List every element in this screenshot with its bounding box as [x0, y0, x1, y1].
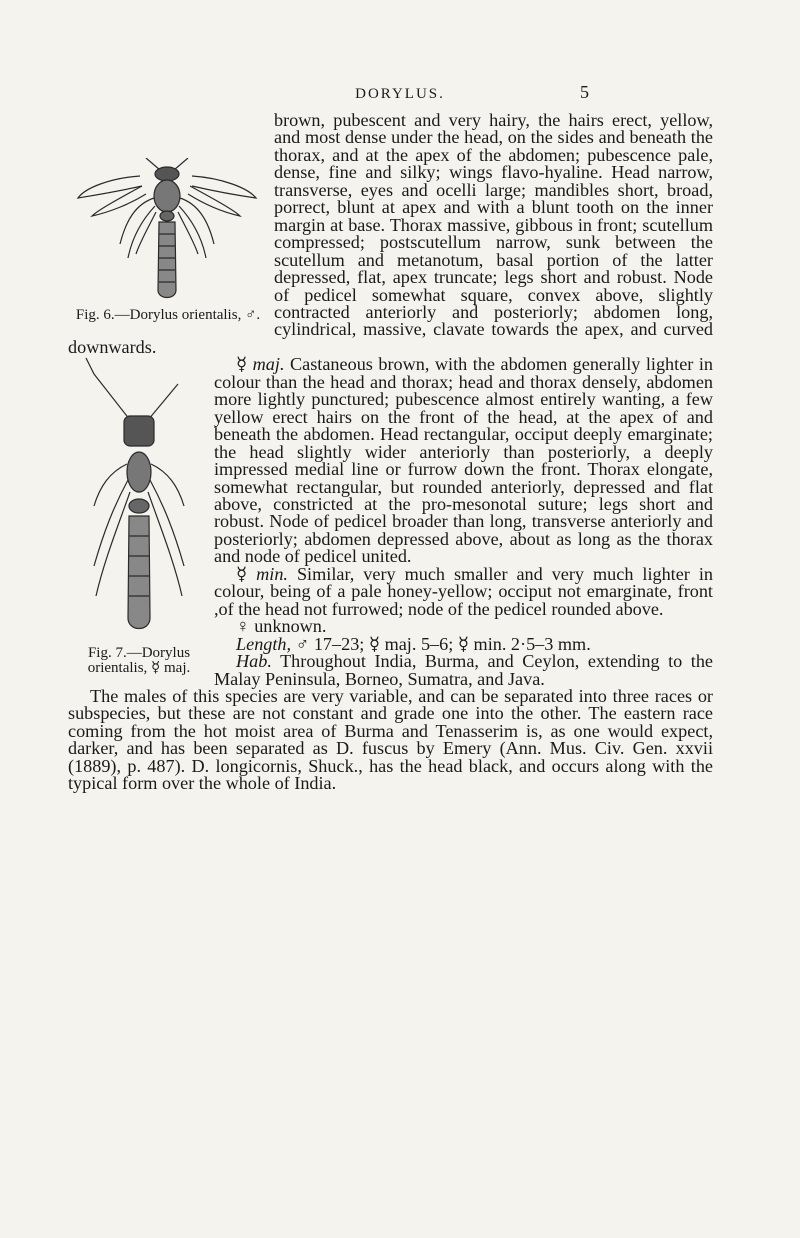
minor-worker-text: Similar, very much smaller and very much lighter in colour, being of a pale honey-yellow; occiput not emarginate, front ,of the head not furrowed; node of the pedicel rounded above.	[214, 563, 713, 619]
paragraph-male-description: brown, pubescent and very hairy, the hairs erect, yellow, and most dense under the head, on the sides and beneath the thorax, and at the apex of the abdomen; pubescence pale, dense, fine and silky; wings flavo-hyaline. Head narrow, transverse, eyes and ocelli large; mandibles short, broad, porrect, blunt at apex and with a blunt tooth on the inner margin at base. Thorax massive, gibbous in front; scutellum compressed; postscutellum narrow, sunk between the scutellum and metanotum, basal portion of the latter depressed, flat, apex truncate; legs short and robust. Node of pedicel somewhat square, convex above, slightly contracted anteriorly and posteriorly; abdomen long, cylindrical, massive, clavate towards the apex, and curved downwards.	[68, 110, 713, 357]
length-values: ♂ 17–23; ☿ maj. 5–6; ☿ min. 2·5–3 mm.	[291, 633, 591, 654]
page-number: 5	[580, 82, 589, 102]
major-worker-ant-illustration	[74, 356, 204, 646]
paragraph-female: ♀ unknown.	[236, 616, 327, 637]
caste-label-major: ☿ maj.	[236, 354, 285, 375]
running-head: DORYLUS.	[355, 86, 445, 102]
figure-7	[70, 356, 208, 676]
body-text	[68, 112, 713, 793]
caste-label-minor: ☿ min.	[236, 563, 288, 584]
figure-7-caption: Fig. 7.—Dorylus orientalis, ☿ maj.	[87, 645, 191, 677]
major-worker-text: Castaneous brown, with the abdomen generally lighter in colour than the head and thorax; head and thorax densely, abdomen more lightly punctured; pubescence almost entirely wanting, a few yellow erect hairs on the front of the head, at the apex of and beneath the abdomen. Head rectangular, occiput deeply emarginate; the head slightly wider anteriorly than posteriorly, a deeply impressed medial line or furrow down the front. Thorax elongate, somewhat rectangular, but rounded anteriorly, depressed and flat above, constricted at the pro-mesonotal suture; legs short and robust. Node of pedicel broader than long, transverse anteriorly and posteriorly; abdomen depressed above, about as long as the thorax and node of pedicel united.	[214, 354, 713, 567]
habitat-label: Hab.	[236, 651, 272, 672]
habitat-text: Throughout India, Burma, and Ceylon, extending to the Malay Peninsula, Borneo, Sumatra, and Java.	[214, 651, 713, 689]
paragraph-variation: The males of this species are very variable, and can be separated into three races or subspecies, but these are not constant and grade one into the other. The eastern race coming from the hot moist area of Burma and Tenasserim is, as one would expect, darker, and has been separated as D. fuscus by Emery (Ann. Mus. Civ. Gen. xxvii (1889), p. 487). D. longicornis, Shuck., has the head black, and occurs along with the typical form over the whole of India.	[68, 685, 713, 794]
length-label: Length,	[236, 633, 292, 654]
figure-6	[68, 158, 268, 323]
figure-6-caption: Fig. 6.—Dorylus orientalis, ♂.	[75, 307, 261, 323]
male-ant-illustration	[70, 158, 266, 308]
